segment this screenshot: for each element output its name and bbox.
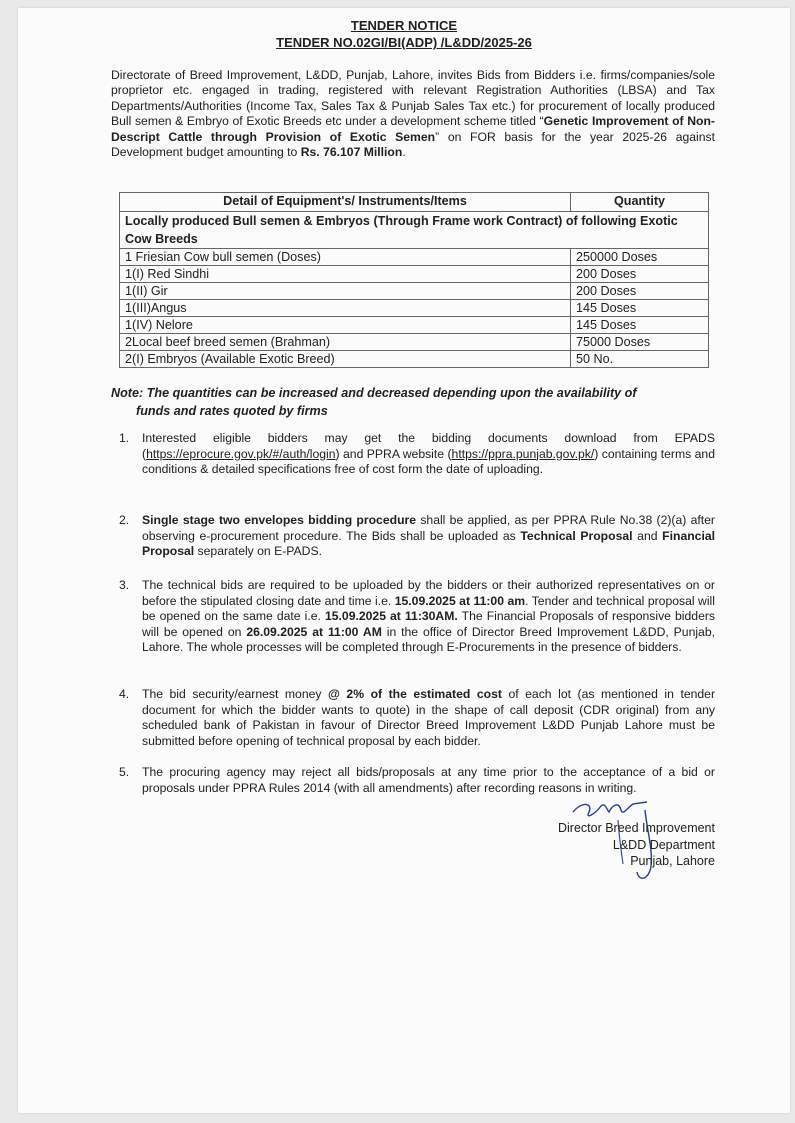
- clause-text: [142, 431, 715, 478]
- quantity-cell: 250000 Doses: [571, 249, 709, 266]
- intro-paragraph: [111, 68, 715, 160]
- table-row: [120, 317, 709, 334]
- clause-2: [111, 513, 715, 560]
- table-header-row: [120, 193, 709, 212]
- clause-4-text-a: The bid security/earnest money: [142, 687, 329, 701]
- note-line-2: funds and rates quoted by firms: [136, 404, 328, 418]
- bid-security-rate: @ 2% of the estimated cost: [328, 687, 502, 701]
- notice-title: TENDER NOTICE: [350, 18, 458, 33]
- closing-date: 15.09.2025 at 11:00 am: [394, 593, 526, 608]
- table-row: [120, 283, 709, 300]
- clause-1-text-b: ) and PPRA website (: [335, 446, 452, 461]
- clause-1: [111, 431, 715, 478]
- column-header-item: Detail of Equipment's/ Instruments/Items: [120, 193, 571, 212]
- quantity-cell: 200 Doses: [571, 266, 709, 283]
- clause-number: 5.: [119, 765, 130, 779]
- clause-number: 3.: [119, 578, 130, 592]
- column-header-quantity: Quantity: [571, 193, 709, 212]
- signatory-title: Director Breed Improvement: [557, 821, 715, 835]
- clause-2-text-c: separately on E-PADS.: [194, 544, 322, 559]
- clause-1-text-c: ) containing terms and conditions & detailed specifications free of cost form the date of uploading.: [142, 446, 715, 477]
- clause-2-text-a: shall be applied, as per PPRA Rule No.38 (2)(a) after observing e-procurement procedure. The Bids shall be uploaded as: [142, 513, 715, 543]
- quantity-cell: 50 No.: [571, 351, 709, 368]
- table-group-row: [120, 212, 709, 249]
- epads-link[interactable]: https://eprocure.gov.pk/#/auth/login: [146, 446, 336, 461]
- table-row: [120, 249, 709, 266]
- item-cell: 1(IV) Nelore: [120, 317, 571, 334]
- item-cell: 1(II) Gir: [120, 283, 571, 300]
- table-row: [120, 266, 709, 283]
- clause-number: 1.: [119, 431, 130, 445]
- clause-text: [142, 513, 715, 560]
- ppra-link[interactable]: https://ppra.punjab.gov.pk/: [451, 446, 595, 461]
- clause-4-text-b: of each lot (as mentioned in tender document for which the bidder wants to quote) in the shape of call deposit (CDR original) from any scheduled bank of Pakistan in favour of Director Breed Improvement L&DD Punjab Lahore must be submitted before opening of technical proposal by each bidder.: [142, 687, 716, 748]
- quantity-cell: 75000 Doses: [571, 334, 709, 351]
- technical-opening-date: 15.09.2025 at 11:30AM.: [324, 609, 458, 624]
- table-row: [120, 300, 709, 317]
- group-label: Locally produced Bull semen & Embryos (Through Frame work Contract) of following Exotic Cow Breeds: [120, 212, 709, 249]
- clause-3-text-b: . Tender and technical proposal will be opened on the same date i.e.: [142, 593, 715, 624]
- item-cell: 2(I) Embryos (Available Exotic Breed): [120, 351, 571, 368]
- clause-text: The procuring agency may reject all bids/proposals at any time prior to the acceptance of a bid or proposals under PPRA Rules 2014 (with all amendments) after recording reasons in writing.: [142, 765, 715, 795]
- bidding-procedure: Single stage two envelopes bidding procedure: [142, 513, 417, 527]
- tender-number: TENDER NO.02GI/BI(ADP) /L&DD/2025-26: [276, 35, 532, 50]
- clause-number: 2.: [119, 513, 130, 527]
- clause-text: [142, 687, 715, 749]
- quantity-note: [111, 384, 715, 420]
- clause-3-text-c: The Financial Proposals of responsive bidders will be opened on: [142, 609, 715, 639]
- note-line-1: Note: The quantities can be increased and decreased depending upon the availability of: [111, 386, 637, 400]
- intro-text-2: ” on FOR basis for the year 2025-26 against Development budget amounting to: [111, 129, 715, 160]
- quantity-cell: 145 Doses: [571, 317, 709, 334]
- item-cell: 1(I) Red Sindhi: [120, 266, 571, 283]
- financial-opening-date: 26.09.2025 at 11:00 AM: [246, 624, 382, 639]
- tender-notice-page: [18, 8, 790, 1113]
- clause-3-text-a: The technical bids are required to be uploaded by the bidders or their authorized representatives on or before the stipulated closing date and time i.e.: [142, 578, 715, 608]
- intro-text-3: .: [402, 145, 406, 160]
- item-cell: 2Local beef breed semen (Brahman): [120, 334, 571, 351]
- quantity-cell: 200 Doses: [571, 283, 709, 300]
- clause-3: [111, 578, 715, 656]
- clause-3-text-d: in the office of Director Breed Improvement L&DD, Punjab, Lahore. The whole processes will be completed through E-Procurements in the presence of bidders.: [142, 624, 716, 655]
- signatory-department: L&DD Department: [612, 837, 715, 852]
- technical-proposal-label: Technical Proposal: [520, 528, 633, 543]
- clause-4: [111, 687, 715, 749]
- clause-2-text-b: and: [632, 528, 663, 543]
- signature-block: [558, 820, 715, 870]
- item-cell: 1(III)Angus: [120, 300, 571, 317]
- item-cell: 1 Friesian Cow bull semen (Doses): [120, 249, 571, 266]
- table-row: [120, 351, 709, 368]
- table-row: [120, 334, 709, 351]
- budget-amount: Rs. 76.107 Million: [300, 145, 403, 160]
- clause-number: 4.: [119, 687, 130, 701]
- signatory-location: Punjab, Lahore: [630, 854, 715, 868]
- clause-1-text-a: Interested eligible bidders may get the bidding documents download from EPADS (: [142, 431, 715, 461]
- financial-proposal-label: Financial Proposal: [142, 528, 715, 559]
- quantity-cell: 145 Doses: [571, 300, 709, 317]
- items-table: [119, 192, 709, 368]
- clause-text: [142, 578, 715, 656]
- intro-text-1: Directorate of Breed Improvement, L&DD, Punjab, Lahore, invites Bids from Bidders i.e. firms/companies/sole proprietor etc. engaged in trading, registered with relevant Registration Authorities (LBSA) and Tax Departments/Authorities (Income Tax, Sales Tax & Punjab Sales Tax etc.) for procurement of locally produced Bull semen & Embryo of Exotic Breeds etc under a development scheme titled “: [111, 68, 715, 129]
- scheme-title: Genetic Improvement of Non-Descript Cattle through Provision of Exotic Semen: [111, 114, 715, 144]
